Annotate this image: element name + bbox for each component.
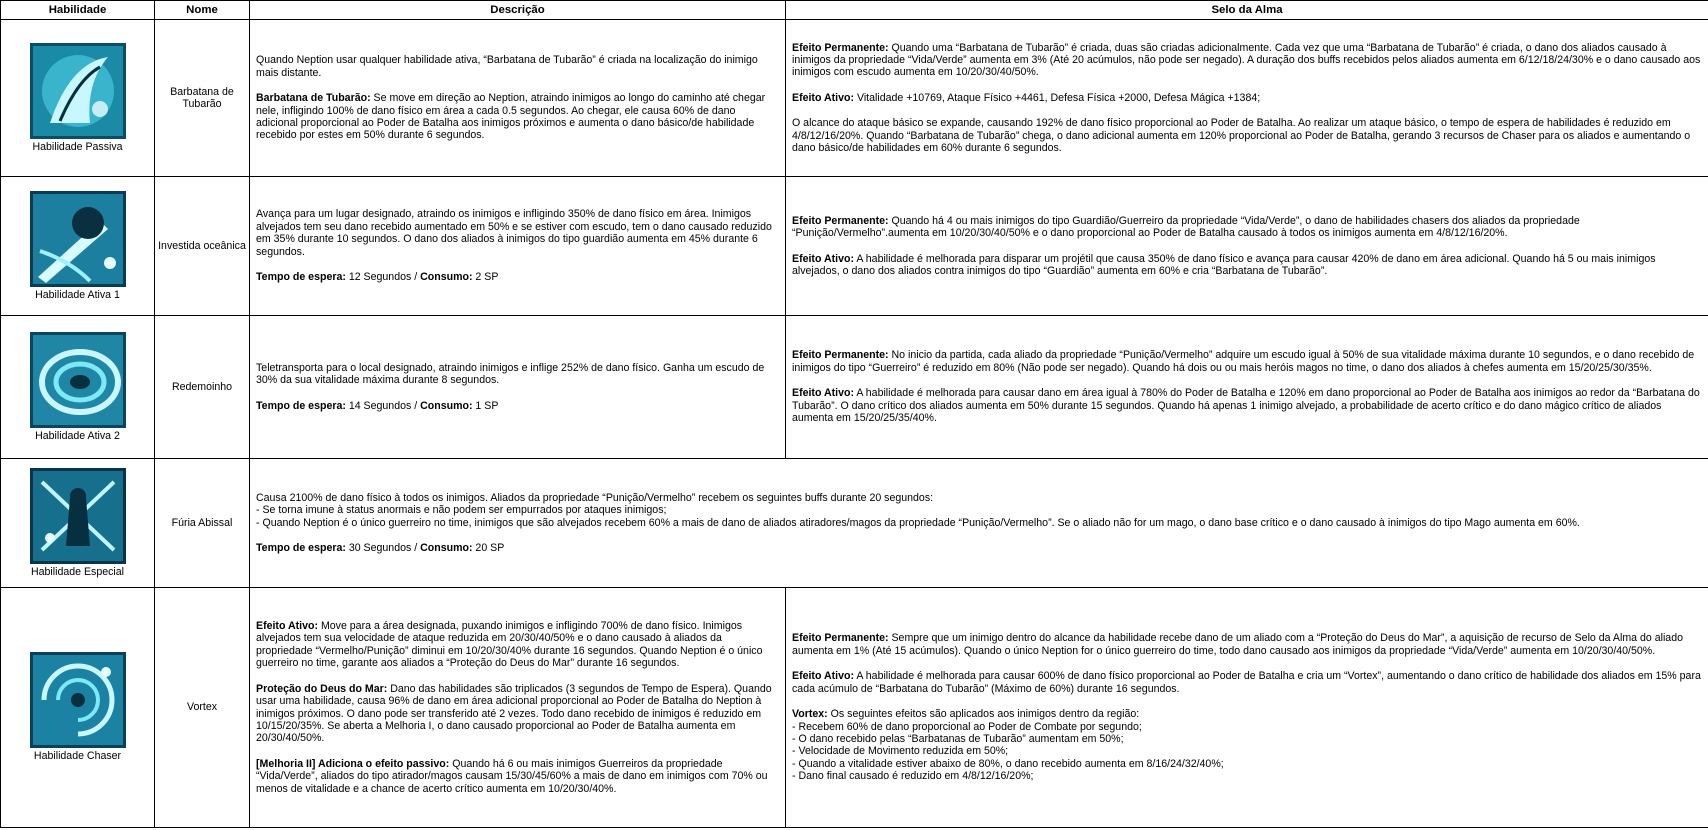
skill-name: Barbatana de Tubarão (155, 20, 250, 177)
ocean-charge-skill-icon (30, 191, 126, 287)
table-row (1, 177, 1708, 316)
seal-paragraph: Efeito Permanente: Quando uma “Barbatana de Tubarão” é criada, duas são criadas adicionalmente. Cada vez que uma “Barbatana de Tubarão” é criada, o dano dos aliados causado à inimigos da propriedade “Vida/Verde” aumenta em 3% (Até 20 acúmulos, não pode ser negado). A duração dos buffs recebidos pelos aliados aumenta em 6/12/18/24/30% e o dano causado aos inimigos com escudo aumenta em 10/20/30/40/50%. (792, 41, 1701, 79)
description-paragraph: Barbatana de Tubarão: Se move em direção ao Neption, atraindo inimigos ao longo do caminho até chegar nele, infligindo 100% de dano físico em área a cada 0.5 segundos. Ao chegar, ele causa 60% de dano adicional proporcional ao Poder de Batalha aos inimigos próximos e aumenta o dano básico/de habilidade recebido por estes em 50% durante 6 segundos. (256, 92, 766, 142)
skill-description (250, 459, 1708, 588)
skill-type-label: Habilidade Especial (30, 565, 125, 578)
skill-description (250, 20, 786, 177)
skill-type-label: Habilidade Ativa 2 (35, 429, 120, 442)
skill-name: Investida oceânica (155, 177, 250, 316)
header-descricao: Descrição (250, 1, 786, 20)
skill-type-label: Habilidade Passiva (32, 140, 123, 153)
abyssal-fury-skill-icon (30, 468, 126, 564)
header-selo: Selo da Alma (786, 1, 1708, 20)
seal-paragraph: O alcance do ataque básico se expande, causando 192% de dano físico proporcional ao Poder de Batalha. Ao realizar um ataque básico, o tempo de espera de habilidades é reduzido em 4/8/12/16/20%. Quando “Barbatana de Tubarão” chega, o dano adicional aumenta em 120% proporcional ao Poder de Batalha, gerando 3 recursos de Chaser para os aliados e aumentando o dano básico/de habilidades em 60% durante 6 segundos. (792, 117, 1691, 155)
skill-type-cell (1, 20, 155, 177)
seal-paragraph: Efeito Permanente: No inicio da partida, cada aliado da propriedade “Punição/Vermelho” adquire um escudo igual à 50% de sua vitalidade máxima durante 10 segundos, e o dano recebido de inimigos do tipo “Guerreiro” é reduzido em 80% (Não pode ser negado). Quando há dois ou ou mais heróis magos no time, o dano dos aliados à chefes aumenta em 15/20/25/30/35%. (792, 349, 1695, 374)
description-paragraph: [Melhoria II] Adiciona o efeito passivo: Quando há 6 ou mais inimigos Guerreiros da propriedade “Vida/Verde”, aliados do tipo atirador/magos causam 15/30/45/60% a mais de dano em inimigos com 70% ou menos de vitalidade e a chance de acerto crítico aumenta em 10/20/30/40%. (256, 757, 768, 795)
skill-description (250, 588, 786, 828)
skill-description (250, 316, 786, 459)
seal-paragraph: Efeito Ativo: A habilidade é melhorada para causar 600% de dano físico proporcional ao Poder de Batalha e cria um “Vortex”, aumentando o dano crítico de habilidade dos aliados em 15% para cada acúmulo de “Barbatana do Tubarão” (Máximo de 60%) durante 16 segundos. (792, 670, 1701, 695)
header-nome: Nome (155, 1, 250, 20)
soul-seal (786, 20, 1708, 177)
description-paragraph: Proteção do Deus do Mar: Dano das habilidades são triplicados (3 segundos de Tempo de Espera). Quando usar uma habilidade, causa 96% de dano em área adicional proporcional ao Poder de Batalha do Neption à inimigos próximos. O dano pode ser transferido até 2 vezes. Todo dano recebido de inimigos é reduzido em 10/15/20/35%. Se aberta a Melhoria I, o dano causado proporcional ao Poder de Batalha aumenta em 20/30/40/50%. (256, 682, 772, 745)
soul-seal (786, 588, 1708, 828)
seal-paragraph: Vortex: Os seguintes efeitos são aplicados aos inimigos dentro da região: - Recebem 60% de dano proporcional ao Poder de Combate por segundo; - O dano recebido pelas “Barbatanas de Tubarão” aumentam em 50%; - Velocidade de Movimento reduzida em 50%; - Quando a vitalidade estiver abaixo de 80%, o dano recebido aumenta em 8/16/24/32/40%; - Dano final causado é reduzido em 4/8/12/16/20%; (792, 708, 1224, 783)
soul-seal (786, 316, 1708, 459)
header-habilidade: Habilidade (1, 1, 155, 20)
whirlpool-skill-icon (30, 332, 126, 428)
table-row (1, 316, 1708, 459)
soul-seal (786, 177, 1708, 316)
skill-name: Vortex (155, 588, 250, 828)
shark-fin-skill-icon (30, 43, 126, 139)
seal-paragraph: Efeito Ativo: Vitalidade +10769, Ataque Físico +4461, Defesa Física +2000, Defesa Mágica +1384; (792, 91, 1261, 104)
cooldown-cost: Tempo de espera: 12 Segundos / Consumo: 2 SP (256, 271, 499, 284)
skill-type-label: Habilidade Chaser (33, 750, 122, 763)
vortex-skill-icon (30, 652, 126, 748)
table-row (1, 20, 1708, 177)
skill-type-cell (1, 316, 155, 459)
skill-name: Fúria Abissal (155, 459, 250, 588)
skill-description (250, 177, 786, 316)
description-paragraph: Quando Neption usar qualquer habilidade ativa, “Barbatana de Tubarão” é criada na localização do inimigo mais distante. (256, 54, 758, 79)
skill-type-label: Habilidade Ativa 1 (35, 288, 120, 301)
description-paragraph: Causa 2100% de dano físico à todos os inimigos. Aliados da propriedade “Punição/Vermelho” recebem os seguintes buffs durante 20 segundos: - Se torna imune à status anormais e não podem ser empurrados por ataques inimigos; - Quando Neption é o único guerreiro no time, inimigos que são alvejados recebem 60% a mais de dano de aliados atiradores/magos da propriedade “Punição/Vermelho”. Se o aliado não for um mago, o dano base crítico e o dano causado à inimigos do tipo Mago aumenta em 60%. (256, 491, 1580, 529)
table-row (1, 459, 1708, 588)
seal-paragraph: Efeito Permanente: Sempre que um inimigo dentro do alcance da habilidade recebe dano de um aliado com a “Proteção do Deus do Mar”, a aquisição de recurso de Selo da Alma do aliado aumenta em 1% (Até 15 acúmulos). Quando o único Neption for o único guerreiro do time, todo dano causado aos inimigos da propriedade “Vida/Verde” aumenta em 10/20/30/40/50%. (792, 632, 1683, 657)
description-paragraph: Teletransporta para o local designado, atraindo inimigos e inflige 252% de dano físico. Ganha um escudo de 30% da sua vitalidade máxima durante 8 segundos. (256, 361, 765, 387)
seal-paragraph: Efeito Ativo: A habilidade é melhorada para causar dano em área igual à 780% do Poder de Batalha e 120% em dano proporcional ao Poder de Batalha aos inimigos ao redor da “Barbatana do Tubarão”. O dano crítico dos aliados aumenta em 50% durante 15 segundos. Quando há apenas 1 inimigo alvejado, a probabilidade de acerto crítico e do dano mágico crítico de aliados aumenta em 15/20/25/35/40%. (792, 387, 1700, 425)
description-paragraph: Avança para um lugar designado, atraindo os inimigos e infligindo 350% de dano físico em área. Inimigos alvejados tem seu dano recebido aumentado em 50% e se estiver com escudo, tem o dano causado reduzido em 35% durante 10 segundos. O dano dos aliados à inimigos do tipo guardião aumenta em 45% durante 6 segundos. (256, 208, 772, 258)
seal-paragraph: Efeito Permanente: Quando há 4 ou mais inimigos do tipo Guardião/Guerreiro da propriedade “Vida/Verde”, o dano de habilidades chasers dos aliados da propriedade “Punição/Vermelho”.aumenta em 10/20/30/40/50% e o dano proporcional ao Poder de Batalha causado à todos os inimigos aumenta em 4/8/12/16/20%. (792, 214, 1580, 240)
skill-type-cell (1, 459, 155, 588)
description-paragraph: Efeito Ativo: Move para a área designada, puxando inimigos e infligindo 700% de dano físico. Inimigos alvejados tem sua velocidade de ataque reduzida em 20/30/40/50% e o dano causado à aliados da propriedade “Vermelho/Punição” diminui em 10/20/30/40% durante 16 segundos. Quando Neption é o único guerreiro no time, garante aos aliados a “Proteção do Deus do Mar” durante 16 segundos. (256, 620, 763, 670)
cooldown-cost: Tempo de espera: 30 Segundos / Consumo: 20 SP (256, 541, 505, 554)
seal-paragraph: Efeito Ativo: A habilidade é melhorada para disparar um projétil que causa 350% de dano físico e avança para causar 420% de dano em área adicional. Quando há 5 ou mais inimigos alvejados, o dano dos aliados contra inimigos do tipo “Guardião” aumenta em 60% e cria “Barbatana de Tubarão”. (792, 252, 1656, 277)
skill-type-cell (1, 588, 155, 828)
skill-type-cell (1, 177, 155, 316)
skill-name: Redemoinho (155, 316, 250, 459)
header-row (1, 1, 1708, 20)
table-row (1, 588, 1708, 828)
cooldown-cost: Tempo de espera: 14 Segundos / Consumo: 1 SP (256, 399, 499, 412)
